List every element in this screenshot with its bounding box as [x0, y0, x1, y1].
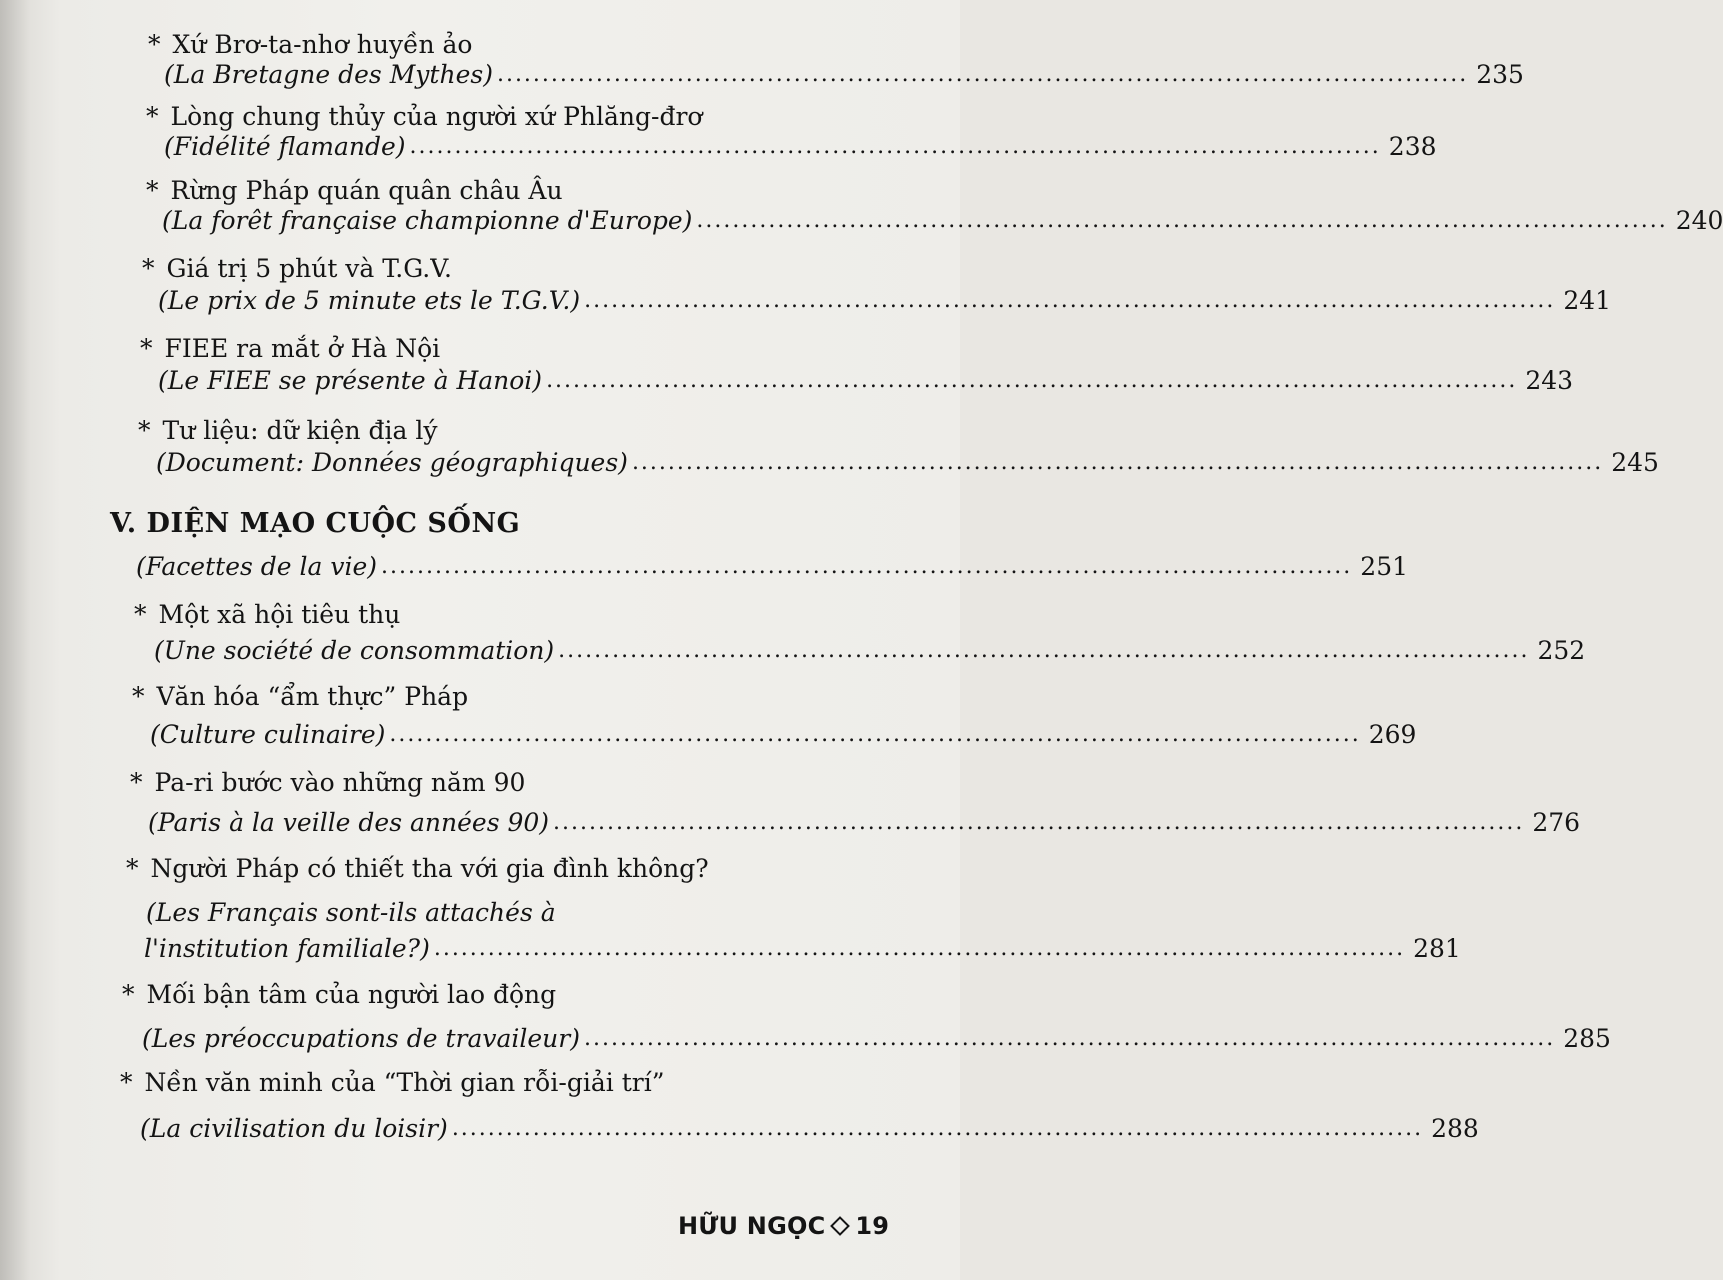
entry-page: 276: [1532, 808, 1581, 837]
leader-dots: ............................................................................................................: [584, 288, 1556, 313]
bullet: *: [140, 334, 153, 363]
entry-page: 240: [1675, 206, 1723, 235]
entry-page: 281: [1413, 934, 1461, 963]
leader-dots: ............................................................................................................: [696, 208, 1668, 233]
entry-page: 288: [1431, 1114, 1479, 1143]
leader-dots: ............................................................................................................: [496, 62, 1469, 87]
entry-title-line: [142, 254, 842, 283]
entry-subline: [164, 60, 1524, 89]
entry-page: 252: [1537, 636, 1586, 665]
entry-page: 243: [1525, 366, 1574, 395]
leader-dots: ............................................................................................................: [546, 368, 1518, 393]
section-heading: V. DIỆN MẠO CUỘC SỐNG: [110, 508, 521, 539]
bullet: *: [134, 600, 147, 629]
entry-title: Tư liệu: dữ kiện địa lý: [162, 416, 438, 445]
bullet: *: [132, 682, 145, 711]
toc-entry: [132, 682, 862, 711]
entry-title: Mối bận tâm của người lao động: [146, 980, 557, 1009]
entry-subtitle: (Culture culinaire): [150, 720, 386, 749]
toc-entry: [126, 854, 868, 883]
entry-title-line: [126, 854, 868, 883]
bullet: *: [146, 102, 159, 131]
entry-subline: [158, 366, 1574, 395]
bullet: *: [126, 854, 139, 883]
entry-title-line: [120, 1068, 872, 1097]
entry-title: Pa-ri bước vào những năm 90: [154, 768, 526, 797]
toc-entry: [148, 30, 836, 59]
entry-title-line: [122, 980, 870, 1009]
bullet: *: [122, 980, 135, 1009]
entry-title: FIEE ra mắt ở Hà Nội: [164, 334, 441, 363]
toc-entry: [130, 768, 866, 797]
leader-dots: ............................................................................................................: [409, 134, 1381, 159]
entry-title-line: [148, 30, 836, 59]
bullet: *: [146, 176, 159, 205]
leader-dots: ............................................................................................................: [433, 936, 1406, 961]
entry-subline: [140, 1114, 1479, 1143]
entry-title-line: [140, 334, 846, 363]
entry-page: 235: [1476, 60, 1524, 89]
leader-dots: ............................................................................................................: [381, 554, 1353, 579]
entry-subline: [144, 934, 1461, 963]
entry-subline: [148, 808, 1581, 837]
bullet: *: [148, 30, 161, 59]
entry-title-line: [130, 768, 866, 797]
entry-title: Lòng chung thủy của người xứ Phlăng-đrơ: [170, 102, 703, 131]
leader-dots: ............................................................................................................: [389, 722, 1361, 747]
leader-dots: ............................................................................................................: [451, 1116, 1424, 1141]
entry-title: Nền văn minh của “Thời gian rỗi-giải trí”: [144, 1068, 665, 1097]
entry-subtitle: (Les Français sont-ils attachés à: [146, 898, 556, 927]
entry-subline: [154, 636, 1586, 665]
entry-page: 241: [1563, 286, 1612, 315]
entry-title: Một xã hội tiêu thụ: [158, 600, 401, 629]
toc-entry: [146, 102, 836, 131]
entry-subtitle: (Fidélité flamande): [164, 132, 406, 161]
entry-subtitle: (Une société de consommation): [154, 636, 555, 665]
section-page: 251: [1360, 552, 1409, 581]
entry-title-line: [146, 176, 840, 205]
entry-subtitle-continued: l'institution familiale?): [144, 934, 430, 963]
entry-subline-first: [146, 898, 866, 927]
entry-title-line: [132, 682, 862, 711]
entry-subtitle: (Le FIEE se présente à Hanoi): [158, 366, 543, 395]
toc-entry: [138, 416, 850, 445]
toc-entry: [146, 176, 840, 205]
entry-subtitle: (Paris à la veille des années 90): [148, 808, 550, 837]
entry-title-line: [146, 102, 836, 131]
entry-subtitle: (Les préoccupations de travaileur): [142, 1024, 580, 1053]
section-subtitle: (Facettes de la vie): [136, 552, 378, 581]
section-subline: [136, 552, 1409, 581]
entry-title: Người Pháp có thiết tha với gia đình không?: [150, 854, 709, 883]
leader-dots: ............................................................................................................: [553, 810, 1525, 835]
entry-page: 285: [1563, 1024, 1611, 1053]
entry-page: 245: [1611, 448, 1659, 477]
entry-title: Rừng Pháp quán quân châu Âu: [170, 176, 563, 205]
toc-entry: [120, 1068, 872, 1097]
entry-subline: [142, 1024, 1611, 1053]
page-footer: [678, 1212, 889, 1240]
entry-title: Văn hóa “ẩm thực” Pháp: [156, 682, 469, 711]
entry-subtitle: (La Bretagne des Mythes): [164, 60, 493, 89]
bullet: *: [130, 768, 143, 797]
entry-subtitle: (La forêt française championne d'Europe): [162, 206, 693, 235]
bullet: *: [142, 254, 155, 283]
footer-author: HỮU NGỌC: [678, 1212, 826, 1240]
entry-page: 269: [1368, 720, 1417, 749]
entry-subline: [158, 286, 1612, 315]
entry-title-line: [138, 416, 850, 445]
entry-title-line: [134, 600, 858, 629]
diamond-icon: [830, 1216, 850, 1236]
toc-entry: [140, 334, 846, 363]
leader-dots: ............................................................................................................: [583, 1026, 1556, 1051]
entry-title: Xứ Brơ-ta-nhơ huyền ảo: [172, 30, 473, 59]
entry-subline: [150, 720, 1417, 749]
footer-page-number: 19: [855, 1212, 890, 1240]
leader-dots: ............................................................................................................: [558, 638, 1530, 663]
entry-subtitle: (La civilisation du loisir): [140, 1114, 448, 1143]
toc-entry: [122, 980, 870, 1009]
leader-dots: ............................................................................................................: [631, 450, 1604, 475]
entry-subline: [156, 448, 1659, 477]
bullet: *: [120, 1068, 133, 1097]
entry-page: 238: [1388, 132, 1437, 161]
entry-subline: [164, 132, 1437, 161]
entry-subline: [162, 206, 1723, 235]
bullet: *: [138, 416, 151, 445]
entry-title: Giá trị 5 phút và T.G.V.: [166, 254, 452, 283]
page-spine-shadow: [0, 0, 30, 1280]
toc-entry: [142, 254, 842, 283]
entry-subtitle: (Document: Données géographiques): [156, 448, 628, 477]
entry-subtitle: (Le prix de 5 minute ets le T.G.V.): [158, 286, 581, 315]
toc-entry: [134, 600, 858, 629]
